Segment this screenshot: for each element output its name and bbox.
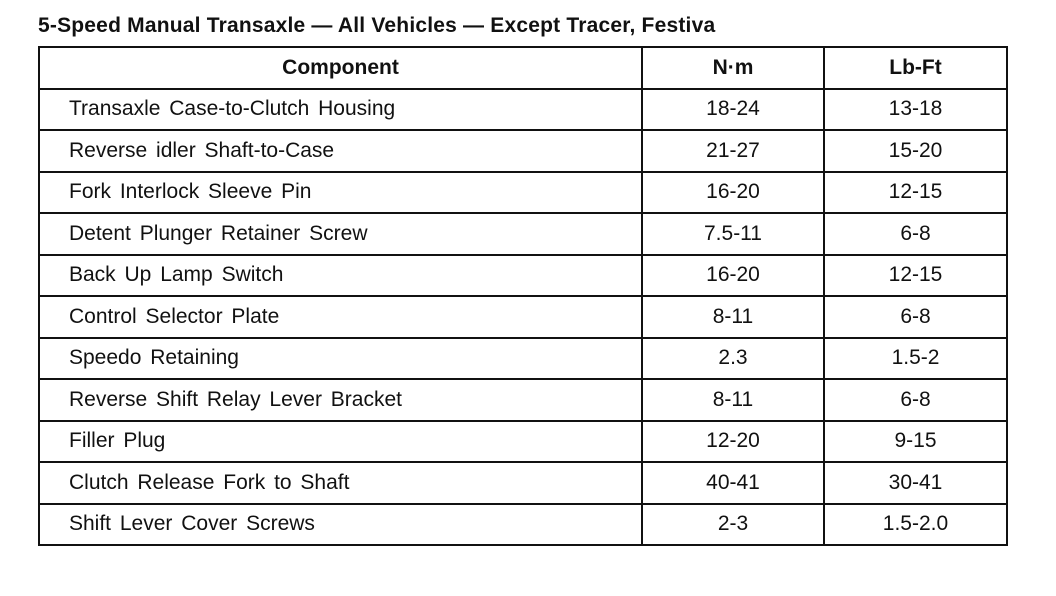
- lbft-cell: 6-8: [824, 379, 1007, 421]
- lbft-cell: 12-15: [824, 255, 1007, 297]
- nm-cell: 2.3: [642, 338, 824, 380]
- lbft-cell: 1.5-2.0: [824, 504, 1007, 546]
- component-cell: Shift Lever Cover Screws: [39, 504, 642, 546]
- nm-cell: 2-3: [642, 504, 824, 546]
- table-row: [39, 255, 1007, 297]
- nm-cell: 8-11: [642, 379, 824, 421]
- table-row: [39, 130, 1007, 172]
- nm-cell: 16-20: [642, 255, 824, 297]
- lbft-cell: 6-8: [824, 296, 1007, 338]
- nm-cell: 21-27: [642, 130, 824, 172]
- lbft-cell: 6-8: [824, 213, 1007, 255]
- component-cell: Filler Plug: [39, 421, 642, 463]
- nm-cell: 16-20: [642, 172, 824, 214]
- component-cell: Reverse Shift Relay Lever Bracket: [39, 379, 642, 421]
- table-title: 5-Speed Manual Transaxle — All Vehicles — Except Tracer, Festiva: [38, 14, 716, 37]
- header-component: Component: [39, 47, 642, 89]
- nm-cell: 40-41: [642, 462, 824, 504]
- lbft-cell: 13-18: [824, 89, 1007, 131]
- nm-cell: 8-11: [642, 296, 824, 338]
- lbft-cell: 12-15: [824, 172, 1007, 214]
- nm-cell: 18-24: [642, 89, 824, 131]
- table-row: [39, 172, 1007, 214]
- table-row: [39, 462, 1007, 504]
- lbft-cell: 30-41: [824, 462, 1007, 504]
- table-row: [39, 89, 1007, 131]
- component-cell: Detent Plunger Retainer Screw: [39, 213, 642, 255]
- component-cell: Fork Interlock Sleeve Pin: [39, 172, 642, 214]
- table-header-row: [39, 47, 1007, 89]
- table-row: [39, 213, 1007, 255]
- torque-spec-table: [38, 46, 1008, 546]
- component-cell: Clutch Release Fork to Shaft: [39, 462, 642, 504]
- table-row: [39, 379, 1007, 421]
- lbft-cell: 9-15: [824, 421, 1007, 463]
- header-newton-meters: N·m: [642, 47, 824, 89]
- component-cell: Control Selector Plate: [39, 296, 642, 338]
- component-cell: Reverse idler Shaft-to-Case: [39, 130, 642, 172]
- header-pound-feet: Lb-Ft: [824, 47, 1007, 89]
- nm-cell: 12-20: [642, 421, 824, 463]
- component-cell: Back Up Lamp Switch: [39, 255, 642, 297]
- nm-cell: 7.5-11: [642, 213, 824, 255]
- table-row: [39, 338, 1007, 380]
- table-row: [39, 296, 1007, 338]
- component-cell: Speedo Retaining: [39, 338, 642, 380]
- component-cell: Transaxle Case-to-Clutch Housing: [39, 89, 642, 131]
- lbft-cell: 1.5-2: [824, 338, 1007, 380]
- table-row: [39, 421, 1007, 463]
- lbft-cell: 15-20: [824, 130, 1007, 172]
- table-row: [39, 504, 1007, 546]
